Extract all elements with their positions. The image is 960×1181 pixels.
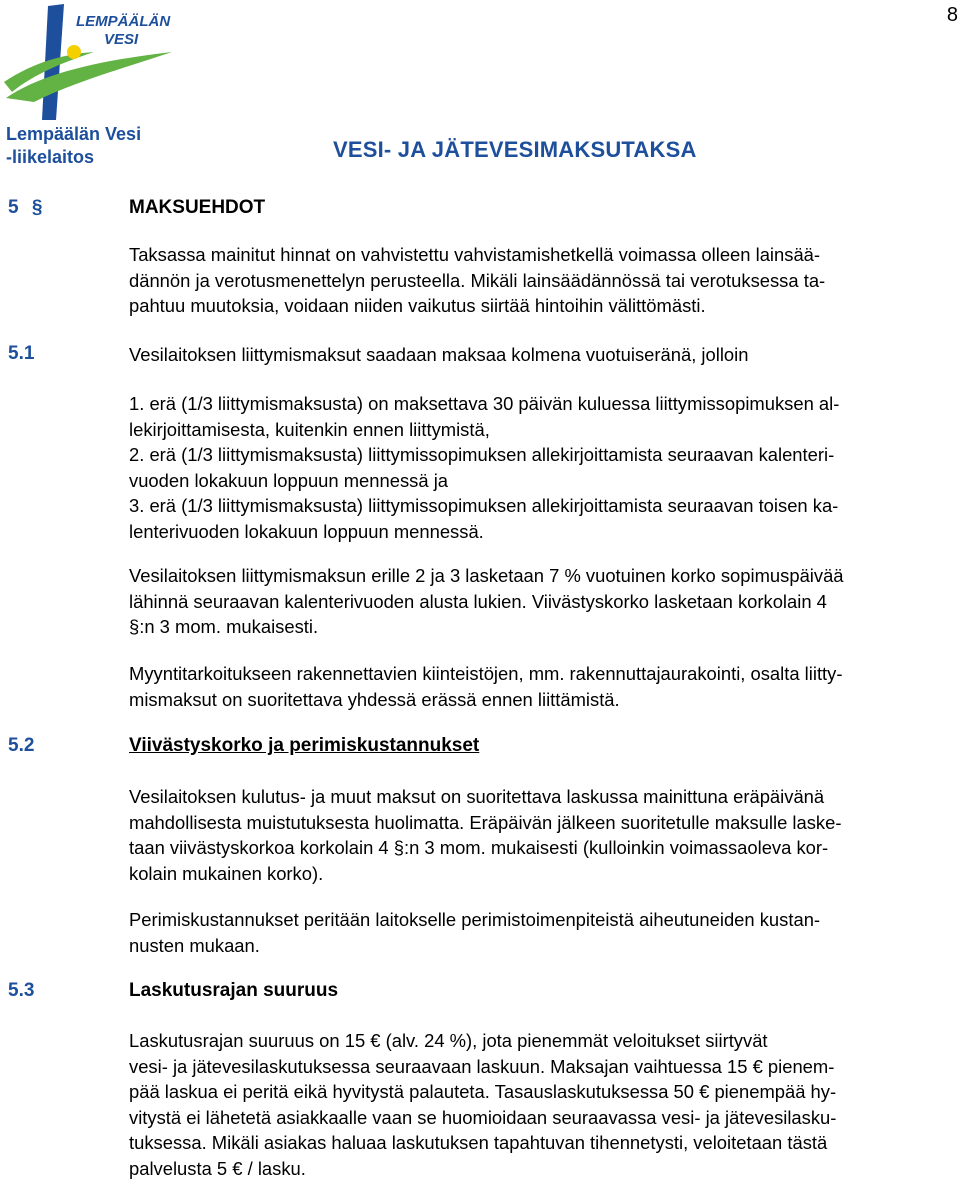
list-item-line: 1. erä (1/3 liittymismaksusta) on maksettava 30 päivän kuluessa liittymissopimuksen al- xyxy=(129,391,957,417)
paragraph-line: Vesilaitoksen liittymismaksun erille 2 ja 3 lasketaan 7 % vuotuinen korko sopimuspäivää xyxy=(129,563,957,589)
lempaala-vesi-logo xyxy=(4,2,174,122)
section-5-1-paragraph-3 xyxy=(129,661,957,712)
section-5-3-paragraph xyxy=(129,1028,957,1181)
list-item-line: 2. erä (1/3 liittymismaksusta) liittymissopimuksen allekirjoittamista seuraavan kalenteri- xyxy=(129,442,957,468)
paragraph-line: pahtuu muutoksia, voidaan niiden vaikutus siirtää hintoihin välittömästi. xyxy=(129,293,957,319)
organization-name-line1: Lempäälän Vesi xyxy=(6,123,141,146)
section-5-2-paragraph-1 xyxy=(129,784,957,886)
paragraph-line: vesi- ja jätevesilaskutuksessa seuraavaan laskuun. Maksajan vaihtuessa 15 € pienem- xyxy=(129,1054,957,1080)
list-item-line: lekirjoittamisesta, kuitenkin ennen liittymistä, xyxy=(129,417,957,443)
section-5-paragraph xyxy=(129,242,957,319)
paragraph-line: nusten mukaan. xyxy=(129,933,957,959)
paragraph-line: Perimiskustannukset peritään laitokselle perimistoimenpiteistä aiheutuneiden kustan- xyxy=(129,907,957,933)
section-5-title: MAKSUEHDOT xyxy=(129,197,265,219)
document-title: VESI- JA JÄTEVESIMAKSUTAKSA xyxy=(333,137,697,163)
section-5-num: 5 xyxy=(8,197,19,218)
section-5-1-number: 5.1 xyxy=(8,343,34,365)
organization-name-line2: -liikelaitos xyxy=(6,146,141,169)
list-item-line: vuoden lokakuun loppuun mennessä ja xyxy=(129,468,957,494)
section-5-2-paragraph-2 xyxy=(129,907,957,958)
section-5-number xyxy=(8,197,42,219)
paragraph-line: Taksassa mainitut hinnat on vahvistettu vahvistamishetkellä voimassa olleen lainsää- xyxy=(129,242,957,268)
paragraph-line: palvelusta 5 € / lasku. xyxy=(129,1156,957,1181)
paragraph-line: taan viivästyskorkoa korkolain 4 §:n 3 mom. mukaisesti (kulloinkin voimassaoleva kor- xyxy=(129,835,957,861)
logo-text-line2: VESI xyxy=(104,31,139,48)
section-5-1-title: Vesilaitoksen liittymismaksut saadaan maksaa kolmena vuotuiseränä, jolloin xyxy=(129,342,957,368)
section-5-2-number: 5.2 xyxy=(8,735,34,757)
paragraph-line: Laskutusrajan suuruus on 15 € (alv. 24 %), jota pienemmät veloitukset siirtyvät xyxy=(129,1028,957,1054)
logo-sun xyxy=(67,45,81,59)
paragraph-line: lähinnä seuraavan kalenterivuoden alusta lukien. Viivästyskorko lasketaan korkolain 4 xyxy=(129,589,957,615)
section-5-3-title: Laskutusrajan suuruus xyxy=(129,980,338,1002)
list-item-line: 3. erä (1/3 liittymismaksusta) liittymissopimuksen allekirjoittamista seuraavan toisen ka- xyxy=(129,493,957,519)
paragraph-line: vitystä ei lähetetä asiakkaalle vaan se huomioidaan seuraavassa vesi- ja jätevesilasku- xyxy=(129,1105,957,1131)
page-number: 8 xyxy=(930,4,958,27)
logo-text-line1: LEMPÄÄLÄN xyxy=(76,13,171,30)
section-5-2-title: Viivästyskorko ja perimiskustannukset xyxy=(129,735,479,757)
paragraph-line: mahdollisesta muistutuksesta huolimatta. Eräpäivän jälkeen suoritetulle maksulle laske- xyxy=(129,810,957,836)
paragraph-line: dännön ja verotusmenettelyn perusteella. Mikäli lainsäädännössä tai verotuksessa ta- xyxy=(129,268,957,294)
organization-name xyxy=(6,123,141,169)
section-5-3-number: 5.3 xyxy=(8,980,34,1002)
paragraph-line: §:n 3 mom. mukaisesti. xyxy=(129,614,957,640)
paragraph-line: mismaksut on suoritettava yhdessä erässä ennen liittämistä. xyxy=(129,687,957,713)
paragraph-line: tuksessa. Mikäli asiakas haluaa laskutuksen tapahtuvan tihennetysti, veloitetaan tästä xyxy=(129,1130,957,1156)
section-symbol: § xyxy=(32,197,43,218)
paragraph-line: kolain mukainen korko). xyxy=(129,861,957,887)
paragraph-line: Myyntitarkoitukseen rakennettavien kiinteistöjen, mm. rakennuttajaurakointi, osalta liitty- xyxy=(129,661,957,687)
paragraph-line: Vesilaitoksen kulutus- ja muut maksut on suoritettava laskussa mainittuna eräpäivänä xyxy=(129,784,957,810)
list-item-line: lenterivuoden lokakuun loppuun mennessä. xyxy=(129,519,957,545)
paragraph-line: pää laskua ei peritä eikä hyvitystä palauteta. Tasauslaskutuksessa 50 € pienempää hy- xyxy=(129,1079,957,1105)
installment-list xyxy=(129,391,957,544)
section-5-1-paragraph-2 xyxy=(129,563,957,640)
